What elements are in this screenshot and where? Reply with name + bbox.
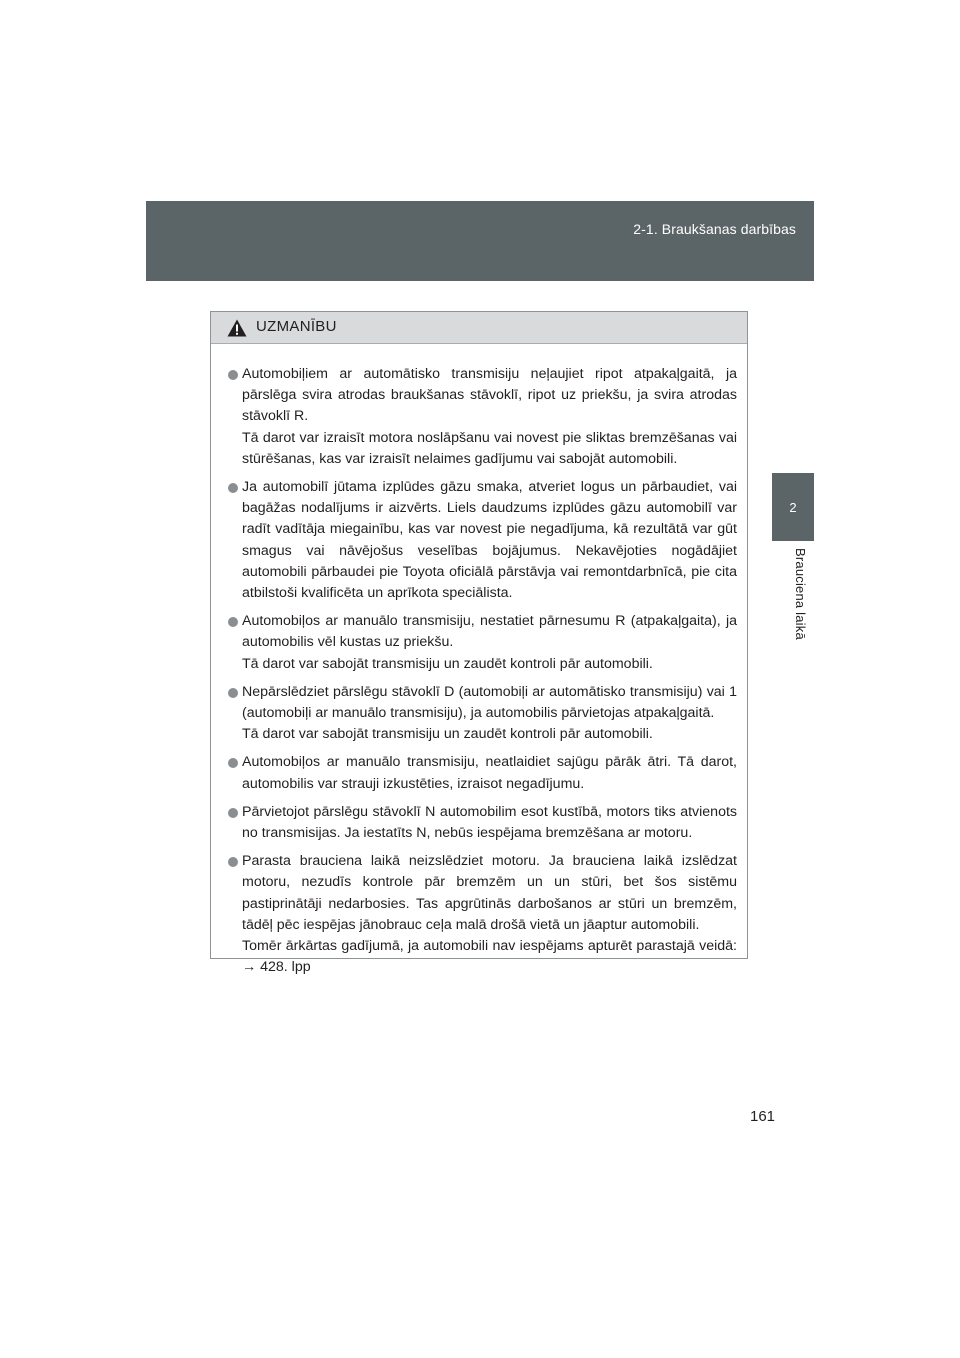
bullet-icon (228, 857, 238, 867)
warning-paragraph: Automobiļiem ar automātisko transmisiju neļaujiet ripot atpakaļgaitā, ja pārslēga svira atrodas braukšanas stāvoklī, ripot uz priekšu, ja svira atrodas stāvoklī R. (242, 366, 737, 425)
warning-item (228, 611, 737, 675)
warning-paragraph: Parasta brauciena laikā neizslēdziet motoru. Ja brauciena laikā izslēdzat motoru, nezudīs kontrole pār bremzēm un un stūri, bet šos sistēmu pastiprinātāji nedarbosies. Tas apgrūtinās darbošanos ar stūri un bremzēm, tādēļ pēc iespējas jānobrauc ceļa malā drošā vietā un jāaptur automobili. (242, 853, 737, 933)
warning-item (228, 802, 737, 844)
warning-body (211, 344, 747, 978)
bullet-icon (228, 808, 238, 818)
bullet-icon (228, 370, 238, 380)
page-number: 161 (750, 1108, 776, 1125)
warning-triangle-icon (227, 319, 247, 337)
chapter-label: Brauciena laikā (793, 548, 808, 640)
warning-paragraph: Tomēr ārkārtas gadījumā, ja automobili nav iespējams apturēt parastajā veidā: → 428. lpp (242, 938, 737, 976)
warning-header (211, 312, 747, 344)
warning-paragraph: Pārvietojot pārslēgu stāvoklī N automobilim esot kustībā, motors tiks atvienots no transmisijas. Ja iestatīts N, nebūs iespējama bremzēšana ar motoru. (242, 803, 737, 842)
bullet-icon (228, 758, 238, 768)
warning-box (210, 311, 748, 976)
header-band (146, 201, 814, 281)
bullet-icon (228, 483, 238, 493)
warning-paragraph: Tā darot var izraisīt motora noslāpšanu vai novest pie sliktas bremzēšanas vai stūrēšanas, kas var izraisīt nelaimes gadījumu vai sabojāt automobili. (242, 429, 737, 467)
chapter-number: 2 (789, 500, 797, 515)
warning-item (228, 752, 737, 794)
warning-paragraph: Ja automobilī jūtama izplūdes gāzu smaka, atveriet logus un pārbaudiet, vai bagāžas nodalījums ir aizvērts. Liels daudzums izplūdes gāzu automobilī var radīt vadītāja miegainību, kas var novest pie negadījuma, kā rezultātā var gūt smagus vai nāvējošus veselības bojājumus. Nekavējoties nogādājiet automobili pārbaudei pie Toyota oficiālā pārstāvja vai remontdarbnīcā, pie cita atbilstoši kvalificēta un aprīkota speciālista. (242, 479, 737, 602)
chapter-tab (772, 473, 814, 541)
bullet-icon (228, 617, 238, 627)
warning-item (228, 477, 737, 604)
warning-paragraph: Automobiļos ar manuālo transmisiju, nestatiet pārnesumu R (atpakaļgaita), ja automobilis vēl kustas uz priekšu. (242, 613, 737, 651)
warning-paragraph: Tā darot var sabojāt transmisiju un zaudēt kontroli pār automobili. (242, 726, 653, 743)
warning-paragraph: Nepārslēdziet pārslēgu stāvoklī D (automobiļi ar automātisko transmisiju) vai 1 (automobiļi ar manuālo transmisiju), ja automobilis pārvietojas atpakaļgaitā. (242, 683, 737, 722)
warning-title: UZMANĪBU (256, 318, 337, 335)
warning-item (228, 682, 737, 746)
warning-paragraph: Tā darot var sabojāt transmisiju un zaudēt kontroli pār automobili. (242, 655, 653, 672)
warning-paragraph: Automobiļos ar manuālo transmisiju, neatlaidiet sajūgu pārāk ātri. Tā darot, automobilis var strauji izkustēties, izraisot negadījumu. (242, 754, 737, 792)
warning-item (228, 364, 737, 470)
section-title: 2-1. Braukšanas darbības (633, 221, 796, 237)
bullet-icon (228, 688, 238, 698)
warning-item (228, 851, 737, 978)
